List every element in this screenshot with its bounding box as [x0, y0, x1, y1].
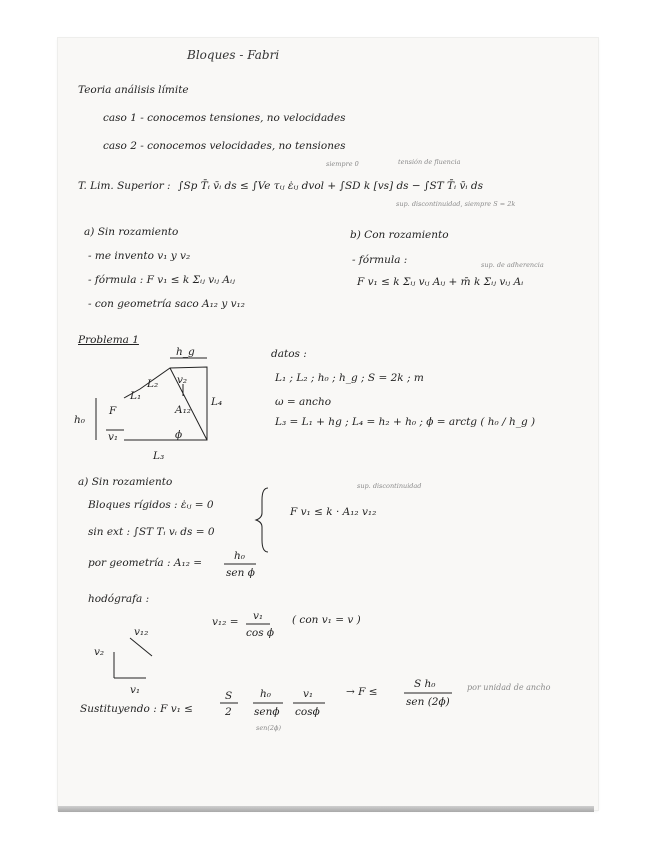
part-b-formula: F v₁ ≤ k Σᵢⱼ vᵢⱼ Aᵢⱼ + m̄ k Σᵢⱼ vᵢⱼ Aᵢ [357, 276, 524, 288]
hodograph-v12 [130, 638, 152, 656]
theorem-formula: ∫Sp T̄ᵢ v̄ᵢ ds ≤ ∫Ve τᵢⱼ ε̇ᵢⱼ dvol + ∫SD k [vs] ds − ∫ST T̄ᵢ v̄ᵢ ds [178, 180, 483, 192]
subst-f1-num: S [225, 690, 233, 702]
data-line-2: ω = ancho [275, 396, 332, 408]
data-line-3: L₃ = L₁ + hg ; L₄ = h₂ + h₀ ; ϕ = arctg ( h₀ / h_g ) [275, 416, 536, 428]
hodograph-label: hodógrafa : [88, 593, 150, 605]
page-title: Bloques - Fabri [187, 48, 280, 62]
theorem-note-top-left: siempre 0 [326, 160, 359, 168]
v12-label: v₁₂ = [212, 616, 239, 628]
brace [256, 488, 268, 552]
sketch-label-A12: A₁₂ [175, 404, 192, 416]
part-a-heading: a) Sin rozamiento [84, 226, 179, 238]
result-den: sen (2ϕ) [406, 696, 450, 708]
result-num: S h₀ [414, 678, 436, 690]
sketch-label-v1: v₁ [108, 431, 119, 443]
subst-f3-num: v₁ [303, 688, 314, 700]
problem-heading: Problema 1 [78, 334, 139, 346]
v12-condition: ( con v₁ = v ) [292, 614, 361, 626]
part-b-note: sup. de adherencia [481, 261, 544, 269]
subst-f1-den: 2 [225, 706, 232, 718]
theorem-note-top-right: tensión de fluencia [398, 158, 461, 166]
v12-den: cos ϕ [246, 627, 275, 639]
part-a-line-1: - me invento v₁ y v₂ [88, 250, 191, 262]
part-a-line-3: - con geometría saco A₁₂ y v₁₂ [88, 298, 245, 310]
v12-num: v₁ [253, 610, 264, 622]
theory-heading: Teoria análisis límite [78, 84, 189, 96]
inequality: F v₁ ≤ k · A₁₂ v₁₂ [290, 506, 377, 518]
rigid-blocks-line: Bloques rígidos : ε̇ᵢⱼ = 0 [88, 499, 214, 511]
hodograph-label-v2: v₂ [94, 646, 105, 658]
part-a-line-2: - fórmula : F v₁ ≤ k Σᵢⱼ vᵢⱼ Aᵢⱼ [88, 274, 235, 286]
sketch-label-v2: v₂ [177, 374, 188, 386]
part-b-line-1: - fórmula : [352, 254, 408, 266]
no-traction-line: sin ext : ∫ST Tᵢ vᵢ ds = 0 [88, 526, 215, 538]
substitution-label: Sustituyendo : F v₁ ≤ [80, 703, 193, 715]
sketch-label-h0: h₀ [74, 414, 85, 426]
result-note: por unidad de ancho [467, 683, 551, 692]
subst-f2-num: h₀ [260, 688, 271, 700]
case-2-text: caso 2 - conocemos velocidades, no tensiones [103, 140, 346, 152]
case-1-text: caso 1 - conocemos tensiones, no velocidades [103, 112, 346, 124]
inequality-note: sup. discontinuidad [357, 482, 422, 490]
sketch-label-F: F [109, 405, 117, 417]
sketch-label-L4: L₄ [211, 396, 223, 408]
sketch-outline [124, 367, 207, 440]
sketch-label-L2: L₂ [147, 378, 159, 390]
theorem-note-bottom: sup. discontinuidad, siempre S = 2k [396, 200, 516, 208]
hodograph-label-v1: v₁ [130, 684, 141, 696]
substitution-note: sen(2ϕ) [256, 724, 282, 732]
theorem-lead: T. Lim. Superior : [78, 180, 171, 192]
subst-f3-den: cosϕ [295, 706, 320, 718]
sketch-label-phi: ϕ [175, 429, 183, 441]
sketch-label-hg: h_g [176, 346, 195, 358]
sketch-label-L1: L₁ [130, 390, 142, 402]
hodograph-label-v12: v₁₂ [134, 626, 149, 638]
part-b-heading: b) Con rozamiento [350, 229, 449, 241]
solution-heading: a) Sin rozamiento [78, 476, 173, 488]
sketch-label-L3: L₃ [153, 450, 165, 462]
data-heading: datos : [271, 348, 307, 360]
data-line-1: L₁ ; L₂ ; h₀ ; h_g ; S = 2k ; m [275, 372, 424, 384]
geometry-label: por geometría : A₁₂ = [88, 557, 203, 569]
result-lead: → F ≤ [346, 686, 378, 698]
subst-f2-den: senϕ [254, 706, 280, 718]
geometry-den: sen ϕ [226, 567, 255, 579]
geometry-num: h₀ [234, 550, 245, 562]
